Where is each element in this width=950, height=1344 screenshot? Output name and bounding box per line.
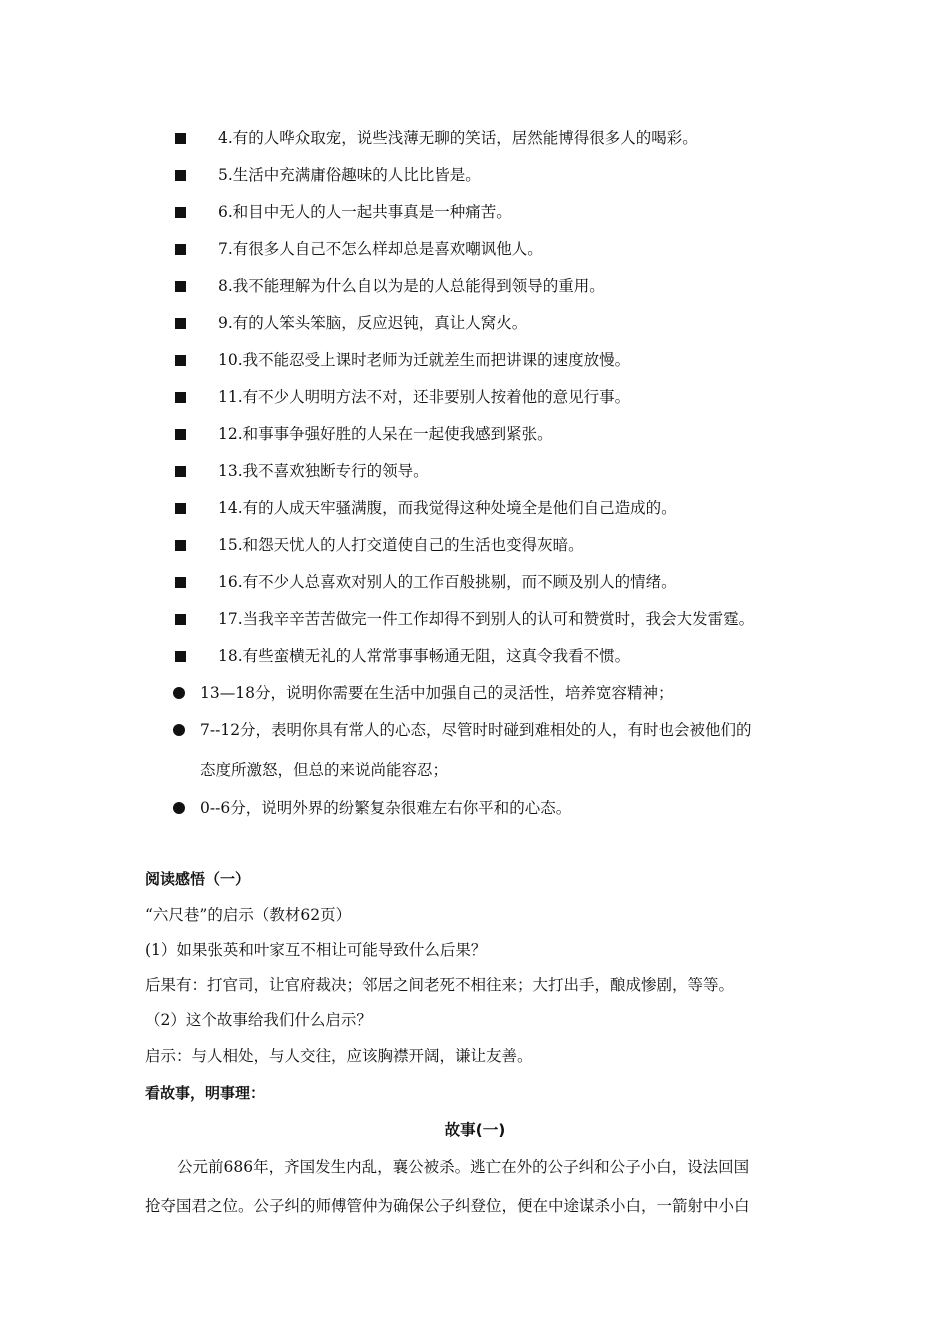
square-bullet-icon — [175, 133, 186, 144]
square-bullet-icon — [175, 651, 186, 662]
list-item: 7.有很多人自己不怎么样却总是喜欢嘲讽他人。 — [175, 239, 186, 259]
question-2: （2）这个故事给我们什么启示？ — [145, 1011, 372, 1029]
round-bullet-icon — [173, 802, 185, 814]
square-bullet-icon — [175, 466, 186, 477]
list-item: 12.和事事争强好胜的人呆在一起使我感到紧张。 — [175, 424, 186, 444]
section-heading: 阅读感悟（一） — [145, 870, 251, 888]
list-item: 13.我不喜欢独断专行的领导。 — [175, 461, 186, 481]
story-paragraph-line: 抢夺国君之位。公子纠的师傅管仲为确保公子纠登位，便在中途谋杀小白，一箭射中小白 — [145, 1197, 750, 1215]
answer-1: 后果有：打官司，让官府裁决；邻居之间老死不相往来；大打出手，酿成惨剧，等等。 — [145, 976, 735, 994]
round-bullet-icon — [173, 724, 185, 736]
story-title: 故事(一) — [444, 1121, 506, 1139]
square-bullet-icon — [175, 244, 186, 255]
list-item: 17.当我辛辛苦苦做完一件工作却得不到别人的认可和赞赏时，我会大发雷霆。 — [175, 609, 186, 629]
list-item: 16.有不少人总喜欢对别人的工作百般挑剔，而不顾及别人的情绪。 — [175, 572, 186, 592]
answer-2: 启示：与人相处，与人交往，应该胸襟开阔，谦让友善。 — [145, 1047, 533, 1065]
square-bullet-icon — [175, 503, 186, 514]
square-bullet-icon — [175, 281, 186, 292]
list-item: 14.有的人成天牢骚满腹，而我觉得这种处境全是他们自己造成的。 — [175, 498, 186, 518]
list-item: 9.有的人笨头笨脑，反应迟钝，真让人窝火。 — [175, 313, 186, 333]
square-bullet-icon — [175, 429, 186, 440]
list-item: 4.有的人哗众取宠，说些浅薄无聊的笑话，居然能博得很多人的喝彩。 — [175, 128, 186, 148]
square-bullet-icon — [175, 392, 186, 403]
section-heading: 看故事，明事理： — [145, 1084, 266, 1102]
round-bullet-icon — [173, 687, 185, 699]
score-item-continuation: 态度所激怒，但总的来说尚能容忍； — [200, 761, 449, 779]
score-item: 0--6分，说明外界的纷繁复杂很难左右你平和的心态。 — [173, 798, 185, 818]
square-bullet-icon — [175, 540, 186, 551]
list-item: 18.有些蛮横无礼的人常常事事畅通无阻，这真令我看不惯。 — [175, 646, 186, 666]
list-item: 6.和目中无人的人一起共事真是一种痛苦。 — [175, 202, 186, 222]
list-item: 11.有不少人明明方法不对，还非要别人按着他的意见行事。 — [175, 387, 186, 407]
list-item: 5.生活中充满庸俗趣味的人比比皆是。 — [175, 165, 186, 185]
square-bullet-icon — [175, 614, 186, 625]
score-item: 7--12分，表明你具有常人的心态，尽管时时碰到难相处的人，有时也会被他们的 — [173, 720, 185, 740]
story-paragraph-line: 公元前686年，齐国发生内乱，襄公被杀。逃亡在外的公子纠和公子小白，设法回国 — [177, 1158, 750, 1176]
square-bullet-icon — [175, 355, 186, 366]
list-item: 15.和怨天忧人的人打交道使自己的生活也变得灰暗。 — [175, 535, 186, 555]
list-item: 8.我不能理解为什么自以为是的人总能得到领导的重用。 — [175, 276, 186, 296]
score-item: 13—18分，说明你需要在生活中加强自己的灵活性，培养宽容精神； — [173, 683, 185, 703]
square-bullet-icon — [175, 577, 186, 588]
square-bullet-icon — [175, 318, 186, 329]
list-item: 10.我不能忍受上课时老师为迁就差生而把讲课的速度放慢。 — [175, 350, 186, 370]
reading-subtitle: “六尺巷”的启示（教材62页） — [145, 906, 352, 924]
question-1: (1）如果张英和叶家互不相让可能导致什么后果？ — [145, 941, 487, 959]
square-bullet-icon — [175, 207, 186, 218]
square-bullet-icon — [175, 170, 186, 181]
